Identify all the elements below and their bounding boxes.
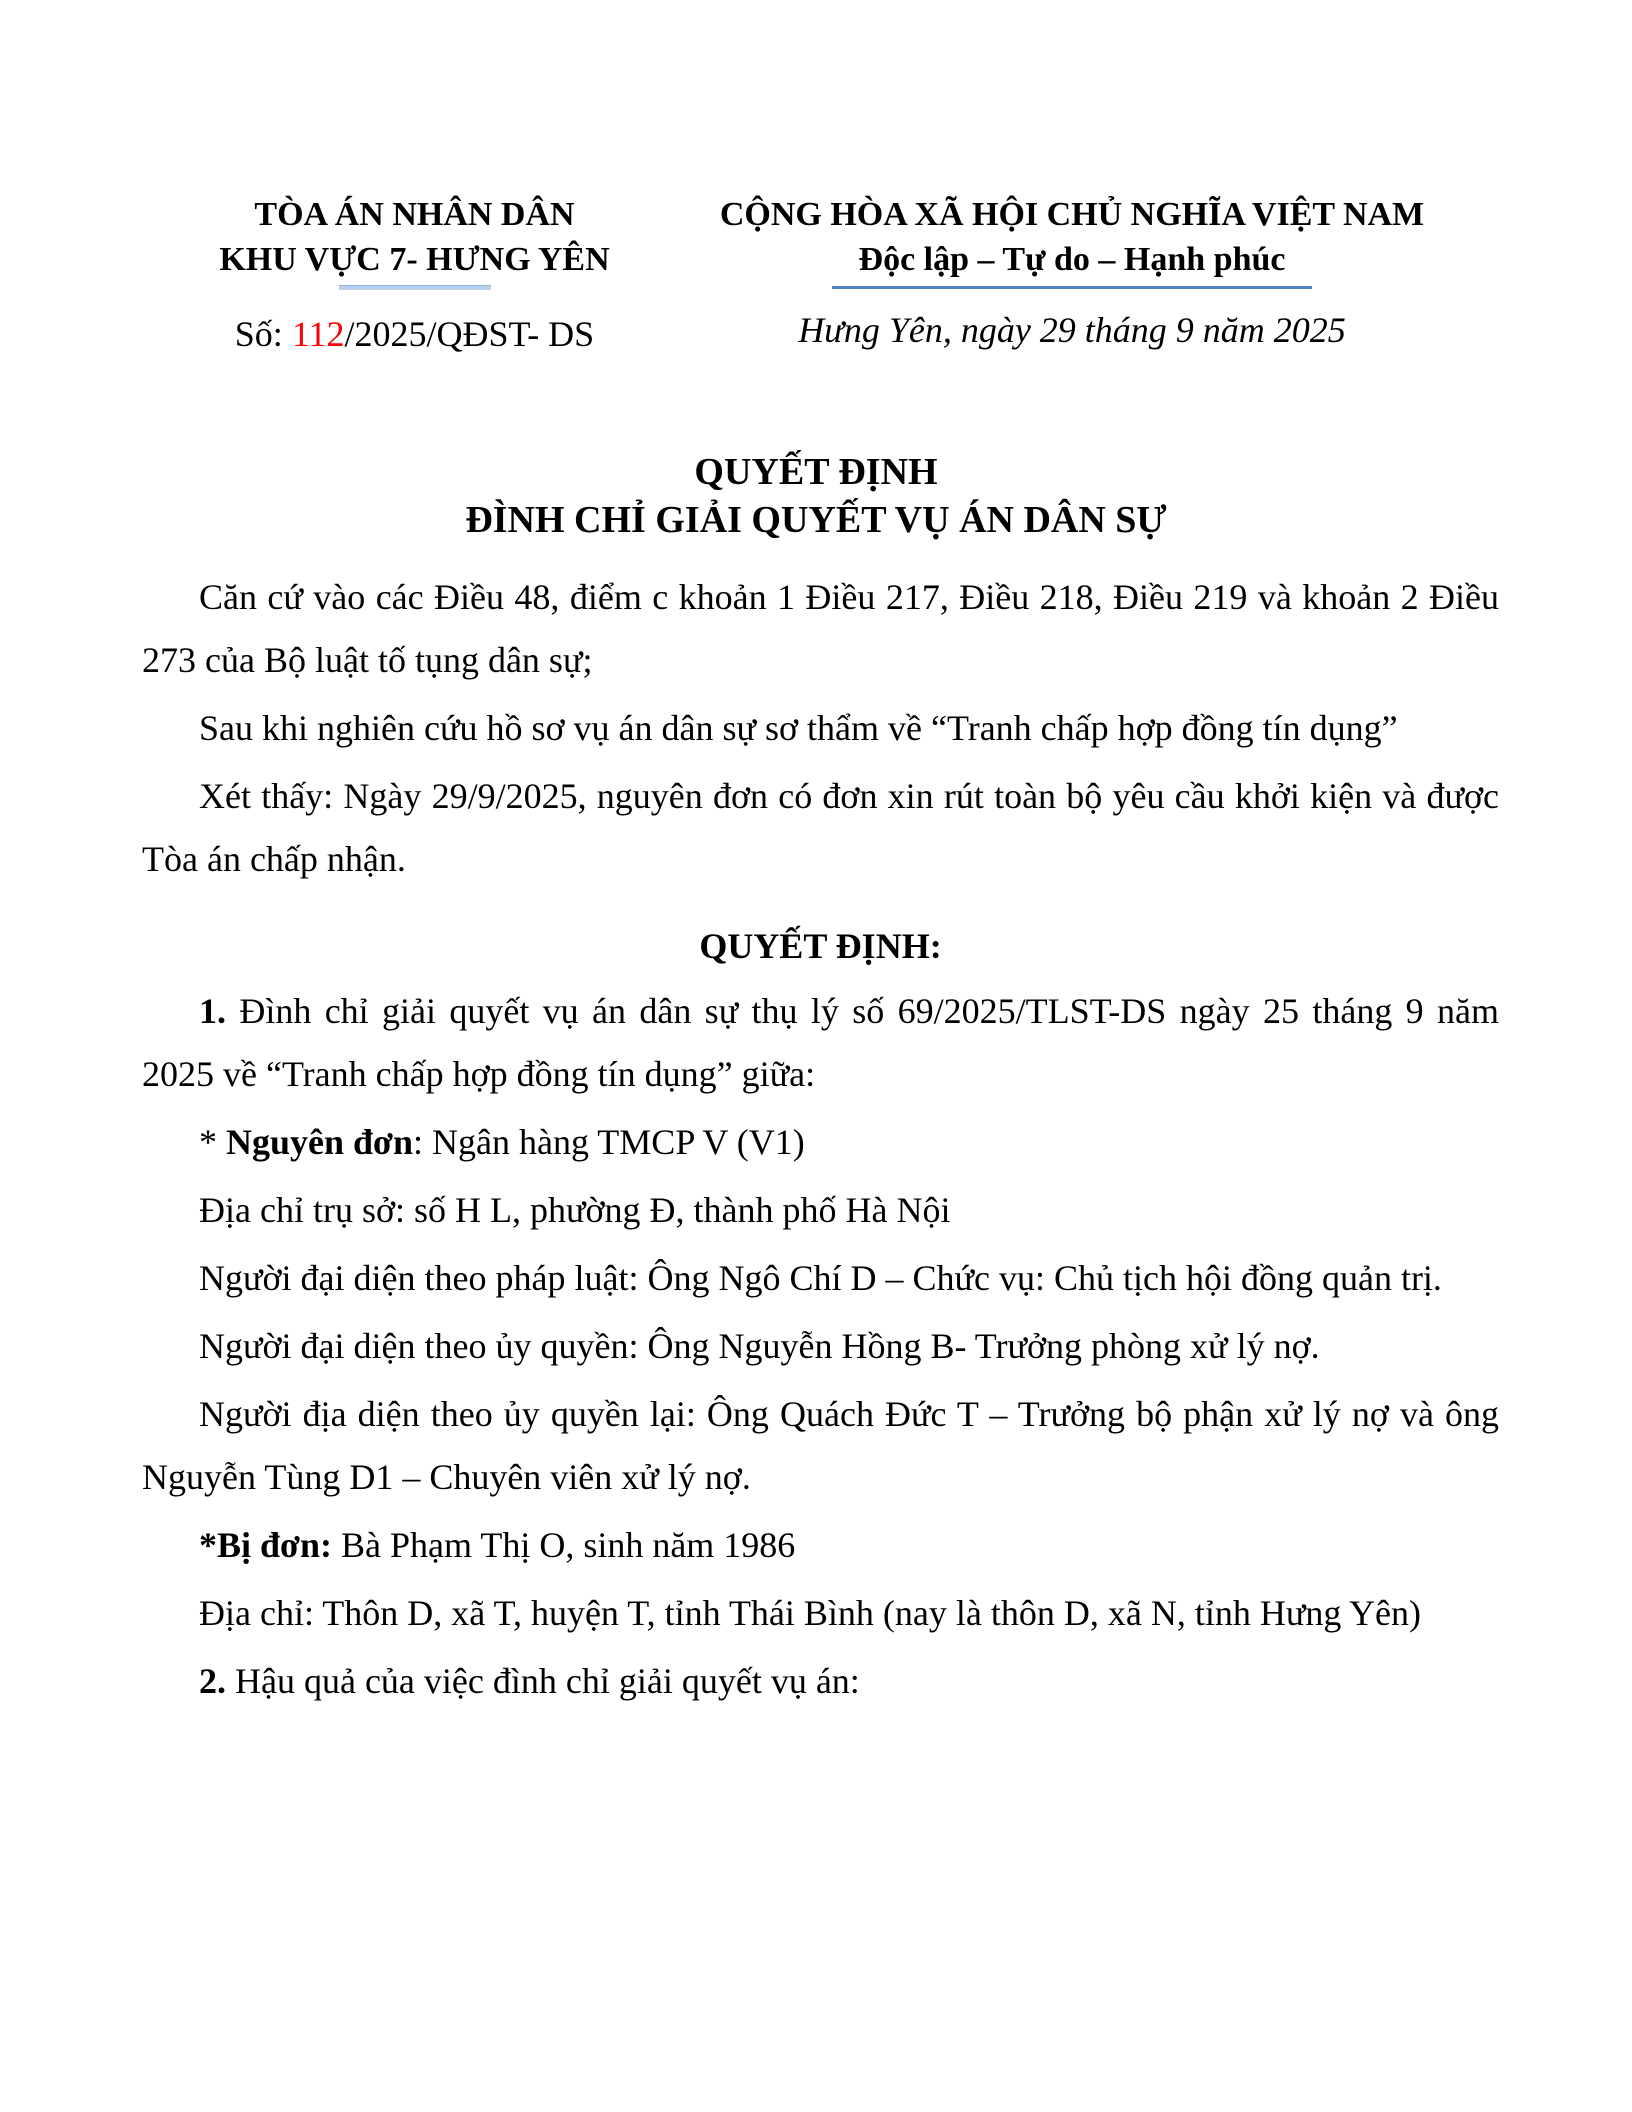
- court-name-line1: TÒA ÁN NHÂN DÂN: [254, 196, 575, 233]
- paragraph-defendant-address: [142, 1582, 1499, 1645]
- text-segment: QUYẾT ĐỊNH:: [699, 926, 942, 966]
- motto-underline-divider: [832, 286, 1312, 289]
- paragraph-defendant: [142, 1514, 1499, 1577]
- paragraph-decision-2: [142, 1650, 1499, 1713]
- paragraph-plaintiff-address: [142, 1179, 1499, 1242]
- title-line2: ĐÌNH CHỈ GIẢI QUYẾT VỤ ÁN DÂN SỰ: [465, 499, 1167, 541]
- text-segment: *: [199, 1122, 226, 1162]
- text-segment: 2.: [199, 1661, 226, 1701]
- paragraph-case-review: [142, 697, 1499, 760]
- text-segment: Người địa diện theo ủy quyền lại: Ông Quách Đức T – Trưởng bộ phận xử lý nợ và ông Nguyễn Tùng D1 – Chuyên viên xử lý nợ.: [142, 1394, 1499, 1497]
- paragraph-finding: [142, 765, 1499, 891]
- court-block: [142, 192, 687, 356]
- national-motto-block: [687, 192, 1457, 356]
- text-segment: Sau khi nghiên cứu hồ sơ vụ án dân sự sơ thẩm về “Tranh chấp hợp đồng tín dụng”: [199, 708, 1398, 748]
- paragraph-plaintiff: [142, 1111, 1499, 1174]
- case-number-suffix: /2025/QĐST- DS: [344, 314, 595, 354]
- case-number-label: Số:: [234, 314, 292, 354]
- country-name: CỘNG HÒA XÃ HỘI CHỦ NGHĨA VIỆT NAM: [719, 196, 1425, 233]
- text-segment: : Ngân hàng TMCP V (V1): [413, 1122, 805, 1162]
- text-segment: Địa chỉ trụ sở: số H L, phường Đ, thành phố Hà Nội: [199, 1190, 951, 1230]
- document-header: [0, 0, 1632, 356]
- text-segment: Người đại diện theo pháp luật: Ông Ngô Chí D – Chức vụ: Chủ tịch hội đồng quản trị.: [199, 1258, 1442, 1298]
- text-segment: Nguyên đơn: [226, 1122, 413, 1162]
- text-segment: Bà Phạm Thị O, sinh năm 1986: [331, 1525, 796, 1565]
- paragraph-legal-basis: [142, 566, 1499, 692]
- text-segment: 1.: [199, 991, 226, 1031]
- decision-heading: [142, 915, 1499, 978]
- paragraph-authorized-representative: [142, 1315, 1499, 1378]
- document-title: [0, 448, 1632, 544]
- paragraph-decision-1: [142, 980, 1499, 1106]
- title-line1: QUYẾT ĐỊNH: [694, 451, 938, 493]
- text-segment: Xét thấy: Ngày 29/9/2025, nguyên đơn có đơn xin rút toàn bộ yêu cầu khởi kiện và được Tòa án chấp nhận.: [142, 776, 1499, 879]
- case-number-value: 112: [291, 314, 345, 354]
- text-segment: Hậu quả của việc đình chỉ giải quyết vụ án:: [226, 1661, 860, 1701]
- document-body: [142, 566, 1499, 1713]
- text-segment: Căn cứ vào các Điều 48, điểm c khoản 1 Điều 217, Điều 218, Điều 219 và khoản 2 Điều 273 của Bộ luật tố tụng dân sự;: [142, 577, 1499, 680]
- paragraph-sub-authorized-representative: [142, 1383, 1499, 1509]
- paragraph-legal-representative: [142, 1247, 1499, 1310]
- case-number-line: [142, 312, 687, 356]
- text-segment: *Bị đơn:: [199, 1525, 332, 1565]
- court-name-line2: KHU VỰC 7- HƯNG YÊN: [219, 241, 610, 278]
- place-date-line: Hưng Yên, ngày 29 tháng 9 năm 2025: [798, 310, 1346, 350]
- court-underline-divider: [339, 285, 491, 290]
- national-motto: Độc lập – Tự do – Hạnh phúc: [858, 241, 1286, 278]
- text-segment: Địa chỉ: Thôn D, xã T, huyện T, tỉnh Thái Bình (nay là thôn D, xã N, tỉnh Hưng Yên): [199, 1593, 1421, 1633]
- text-segment: Người đại diện theo ủy quyền: Ông Nguyễn Hồng B- Trưởng phòng xử lý nợ.: [199, 1326, 1320, 1366]
- text-segment: Đình chỉ giải quyết vụ án dân sự thụ lý số 69/2025/TLST-DS ngày 25 tháng 9 năm 2025 về “Tranh chấp hợp đồng tín dụng” giữa:: [142, 991, 1499, 1094]
